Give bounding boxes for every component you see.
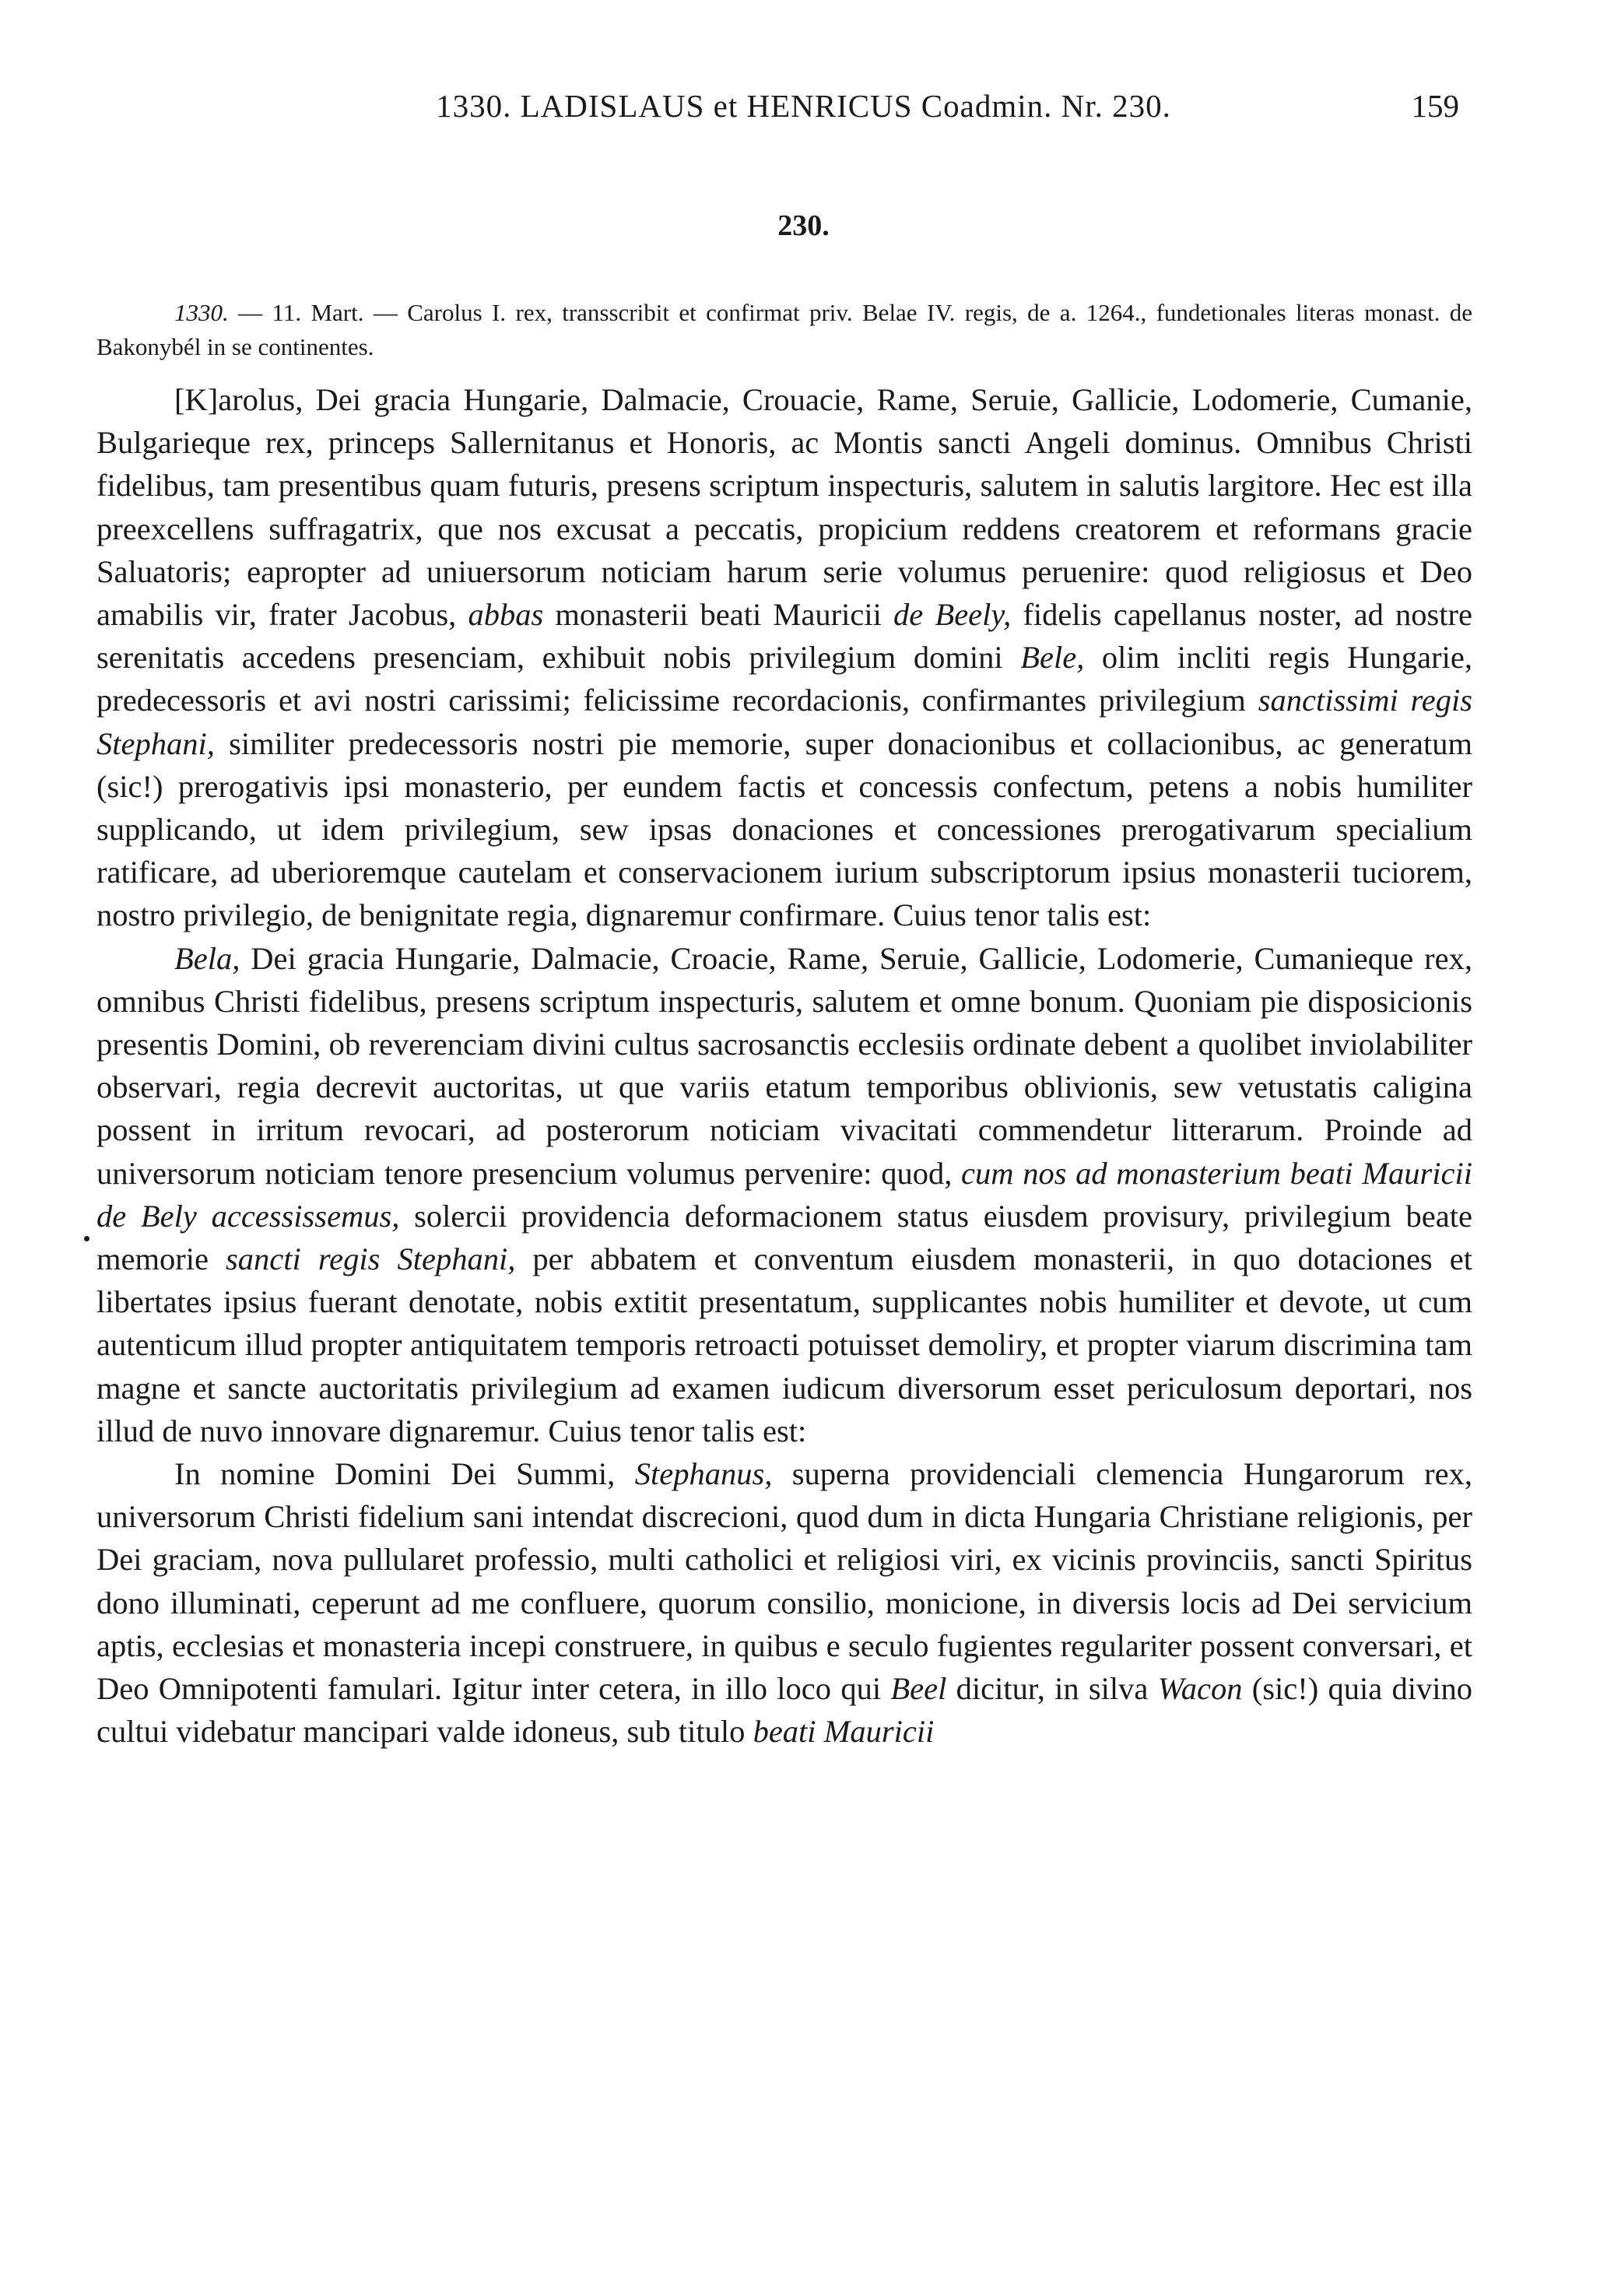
text-run: [K]arolus, Dei gracia Hungarie, Dalmacie, Crouacie, Rame, Seruie, Gallicie, Lodomerie, Cumanie, Bulgarieque rex, princeps Sallernitanus et Honoris, ac Montis sancti Angeli dominus. Omnibus Christi fidelibus, tam presentibus quam futuris, presens scriptum inspecturis, salutem in salutis largitore. Hec est illa preexcellens suffragatrix, que nos excusat a peccatis, propicium reddens creatorem et reformans gracie Saluatoris; eapropter ad uniuersorum noticiam harum serie volumus peruenire: quod religiosus et Deo amabilis vir, frater Jacobus, (96, 382, 1472, 633)
text-run: similiter predecessoris nostri pie memorie, super donacionibus et collacionibus, ac generatum (sic!) prerogativis ipsi monasterio, per eundem factis et concessis confectum, petens a nobis humiliter supplicando, ut idem privilegium, sew ipsas donaciones et concessiones prerogativarum specialium ratificare, ad uberioremque cautelam et conservacionem iurium subscriptorum ipsius monasterii tuciorem, nostro privilegio, de benignitate regia, dignaremur confirmare. Cuius tenor talis est: (96, 725, 1472, 933)
italic-run: sancti regis Stephani, (226, 1241, 516, 1277)
italic-run: de Beely, (893, 597, 1012, 633)
italic-run: beati Mauricii (753, 1714, 935, 1750)
text-run: fidelis capellanus noster, ad nostre serenitatis accedens presenciam, exhibuit nobis privilegium domini (96, 597, 1472, 676)
regest-summary (96, 296, 1472, 364)
running-head (0, 87, 1607, 134)
text-run: olim incliti regis Hungarie, predecessoris et avi nostri carissimi; felicissime recordacionis, confirmantes privilegium (96, 640, 1472, 718)
margin-dot-mark (84, 1236, 89, 1241)
paragraph-bela (96, 937, 1472, 1452)
regest-text: — 11. Mart. — Carolus I. rex, transscribit et confirmat priv. Belae IV. regis, de a. 1264., fundetionales literas monast. de Bakonybél in se continentes. (96, 299, 1472, 360)
text-run: In nomine Domini Dei Summi, (174, 1456, 635, 1492)
text-run: (sic!) quia divino cultui videbatur mancipari valde idoneus, sub titulo (96, 1671, 1473, 1750)
text-run: monasterii beati Mauricii (543, 597, 894, 633)
italic-run: Wacon (1157, 1671, 1243, 1707)
italic-run: Beel (890, 1671, 947, 1707)
text-run: dicitur, in silva (946, 1671, 1158, 1707)
page-number: 159 (1411, 88, 1459, 124)
paragraph-stephanus (96, 1452, 1472, 1753)
paragraph-carolus (96, 378, 1472, 937)
document-number: 230. (777, 209, 830, 242)
text-run: per abbatem et conventum eiusdem monasterii, in quo dotaciones et libertates ipsius fuerant denotate, nobis extitit presentatum, supplicantes nobis humiliter et devote, ut cum autenticum illud propter antiquitatem temporis retroacti potuisset demoliry, et propter viarum discrimina tam magne et sancte auctoritatis privilegium ad examen iudicum diversorum esset periculosum deportari, nos illud de nuvo innovare dignaremur. Cuius tenor talis est: (96, 1241, 1473, 1448)
text-run: solercii providencia deformacionem status eiusdem provisury, privilegium beate memorie (96, 1198, 1472, 1277)
italic-run: Bele, (1020, 640, 1085, 676)
italic-run: Bela, (174, 940, 240, 976)
italic-run: cum nos ad monasterium beati Mauricii de Bely accessissemus, (96, 1155, 1472, 1234)
italic-run: Stephanus, (634, 1456, 773, 1492)
text-run: superna providenciali clemencia Hungarorum rex, universorum Christi fidelium sani intendat discrecioni, quod dum in dicta Hungaria Christiane religionis, per Dei graciam, nova pullularet professio, multi catholici et religiosi viri, ex vicinis provinciis, sancti Spiritus dono illuminati, ceperunt ad me confluere, quorum consilio, monicione, in diversis locis ad Dei servicium aptis, ecclesias et monasteria incepi construere, in quibus e seculo fugientes regulariter possent conversari, et Deo Omnipotenti famulari. Igitur inter cetera, in illo loco qui (96, 1456, 1472, 1707)
italic-run: abbas (468, 597, 544, 633)
italic-run: sanctissimi regis Stephani, (96, 683, 1472, 761)
text-run: Dei gracia Hungarie, Dalmacie, Croacie, Rame, Seruie, Gallicie, Lodomerie, Cumanieque rex, omnibus Christi fidelibus, presens scriptum inspecturis, salutem et omne bonum. Quoniam pie disposicionis presentis Domini, ob reverenciam divini cultus sacrosanctis ecclesiis ordinate debent a quolibet inviolabiliter observari, regia decrevit auctoritas, ut que variis etatum temporibus oblivionis, sew vetustatis caligina possent in irritum revocari, ad posterorum noticiam vivacitati commendetur litterarum. Proinde ad universorum noticiam tenore presencium volumus pervenire: quod, (96, 940, 1472, 1191)
charter-text (96, 378, 1472, 1754)
running-title: 1330. LADISLAUS et HENRICUS Coadmin. Nr. 230. (436, 88, 1171, 124)
regest-date: 1330. (174, 299, 229, 326)
